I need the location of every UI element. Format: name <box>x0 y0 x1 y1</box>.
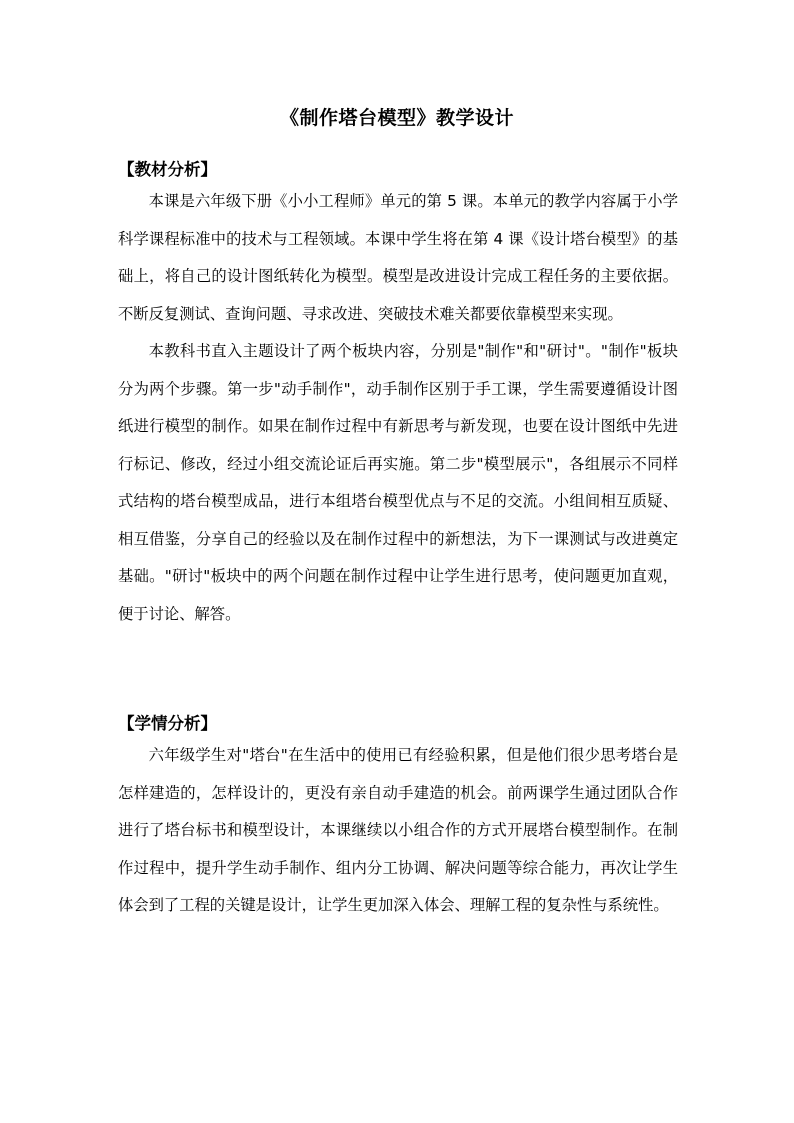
page-title: 《制作塔台模型》教学设计 <box>279 107 514 129</box>
section-heading: 【学情分析】 <box>118 714 217 733</box>
paragraph: 本课是六年级下册《小小工程师》单元的第 5 课。本单元的教学内容属于小学科学课程标准中的技术与工程领域。本课中学生将在第 4 课《设计塔台模型》的基础上，将自己的设计图纸转化为模型。模型是改进设计完成工程任务的主要依据。不断反复测试、查询问题、寻求改进、突破技术难关都要依靠模型来实现。 <box>118 192 678 323</box>
paragraph: 本教科书直入主题设计了两个板块内容，分别是"制作"和"研讨"。"制作"板块分为两个步骤。第一步"动手制作"，动手制作区别于手工课，学生需要遵循设计图纸进行模型的制作。如果在制作过程中有新思考与新发现，也要在设计图纸中先进行标记、修改，经过小组交流论证后再实施。第二步"模型展示"，各组展示不同样式结构的塔台模型成品，进行本组塔台模型优点与不足的交流。小组间相互质疑、相互借鉴，分享自己的经验以及在制作过程中的新想法，为下一课测试与改进奠定基础。"研讨"板块中的两个问题在制作过程中让学生进行思考，使问题更加直观，便于讨论、解答。 <box>118 342 678 623</box>
section-student-analysis <box>118 711 678 925</box>
section-textbook-analysis <box>118 157 678 633</box>
section-heading: 【教材分析】 <box>118 160 217 179</box>
paragraph: 六年级学生对"塔台"在生活中的使用已有经验积累，但是他们很少思考塔台是怎样建造的，怎样设计的，更没有亲自动手建造的机会。前两课学生通过团队合作进行了塔台标书和模型设计，本课继续以小组合作的方式开展塔台模型制作。在制作过程中，提升学生动手制作、组内分工协调、解决问题等综合能力，再次让学生体会到了工程的关键是设计，让学生更加深入体会、理解工程的复杂性与系统性。 <box>118 746 678 914</box>
